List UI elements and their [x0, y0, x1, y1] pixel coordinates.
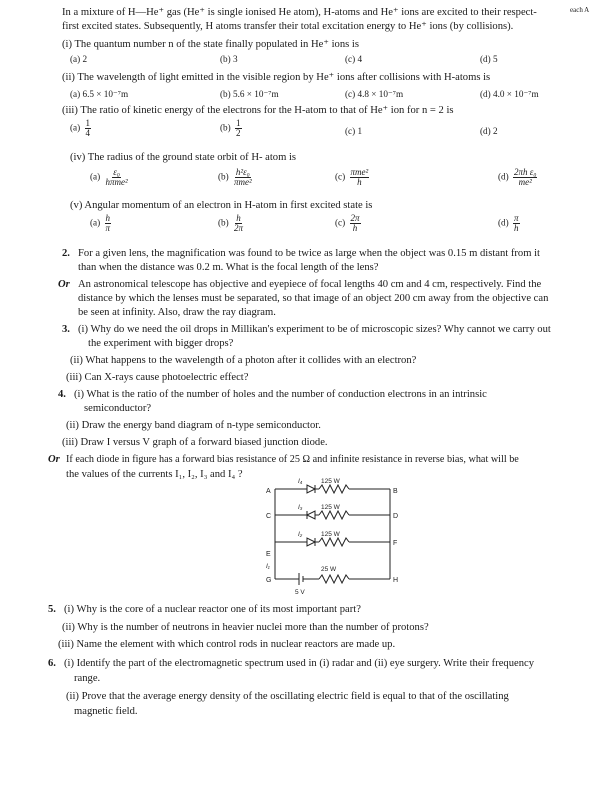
- q4-or-line-2: the values of the currents I₁, I₂, I₃ and I₄ ?: [66, 469, 243, 480]
- option-label: (a): [90, 217, 101, 228]
- q3-line-2: the experiment with bigger drops?: [88, 338, 234, 349]
- q1-v-option-c: [335, 214, 361, 233]
- battery-branch-gh: [293, 573, 390, 585]
- q3-line-3: (ii) What happens to the wavelength of a photon after it collides with an electron?: [70, 355, 417, 366]
- fraction-denominator: hπme²: [105, 177, 128, 187]
- q4-or-line-1: If each diode in figure has a forward bias resistance of 25 Ω and infinite resistance in reverse bias, what will be: [66, 454, 519, 465]
- fraction: [233, 214, 244, 233]
- option-label: (b): [218, 217, 229, 228]
- q1-ii-option-a: (a) 6.5 × 10⁻⁷m: [70, 89, 129, 99]
- fraction-numerator: 1: [85, 118, 90, 128]
- fraction-denominator: 4: [85, 128, 90, 138]
- q1-iii-option-c: (c) 1: [345, 126, 363, 136]
- q5-line-3: (iii) Name the element with which control rods in nuclear reactors are made up.: [58, 639, 396, 650]
- q1-ii-option-b: (b) 5.6 × 10⁻⁷m: [220, 89, 279, 99]
- current-label-i4: I₄: [298, 478, 303, 485]
- q4-line-3: (ii) Draw the energy band diagram of n-type semiconductor.: [66, 420, 321, 431]
- q2-or-line-3: be seen at infinity. Also, draw the ray diagram.: [78, 307, 276, 318]
- q2-line-1: For a given lens, the magnification was found to be twice as large when the object was 0.15 m distant from it: [78, 248, 540, 259]
- q4-line-1: (i) What is the ratio of the number of holes and the number of conduction electrons in an intrinsic: [74, 389, 487, 400]
- corner-fragment: each A: [570, 6, 590, 14]
- diode-branch-ab: [293, 485, 390, 493]
- q1-iv-option-d: [498, 168, 537, 187]
- fraction: [350, 168, 370, 187]
- fraction-numerator: 2π: [350, 213, 360, 223]
- current-label-i2: I₂: [298, 531, 303, 538]
- fraction: [513, 214, 520, 233]
- q1-i-option-d: (d) 5: [480, 54, 498, 64]
- q1-ii-option-c: (c) 4.8 × 10⁻⁷m: [345, 89, 404, 99]
- q3-line-1: (i) Why do we need the oil drops in Millikan's experiment to be of microscopic sizes? Why cannot we carry out: [78, 324, 551, 335]
- diode-circuit-diagram: [255, 478, 415, 596]
- q2-or-line-1: An astronomical telescope has objective and eyepiece of focal lengths 40 cm and 4 cm, respectively. Find the: [78, 279, 542, 290]
- q5-line-1: (i) Why is the core of a nuclear reactor one of its most important part?: [64, 604, 361, 615]
- fraction-denominator: me²: [518, 177, 532, 187]
- q6-line-2: range.: [74, 673, 101, 684]
- q1-v-option-b: [218, 214, 244, 233]
- q6-line-1: (i) Identify the part of the electromagnetic spectrum used in (i) radar and (ii) eye surgery. Write their frequency: [64, 658, 535, 669]
- node-label-b: B: [393, 488, 398, 495]
- q2-number: 2.: [62, 248, 70, 259]
- node-label-c: C: [266, 513, 272, 520]
- q1-stem-line-2: first excited states. Subsequently, H atoms transfer their total excitation energy to He⁺ ions (by collisions).: [62, 21, 514, 32]
- resistor-label-1: 125 W: [321, 478, 340, 485]
- q2-or-line-2: distance by which the lenses must be separated, so that image of an object 200 cm away from the objective can: [78, 293, 549, 304]
- option-label: (b): [218, 171, 229, 182]
- option-label: (d): [498, 217, 509, 228]
- q1-iii-option-b: [220, 119, 242, 138]
- q1-iv-option-a: [90, 168, 129, 187]
- battery-label: 5 V: [295, 589, 305, 596]
- fraction-numerator: h²ε₀: [235, 167, 250, 177]
- fraction-numerator: πme²: [350, 167, 369, 177]
- q1-part-ii: (ii) The wavelength of light emitted in the visible region by He⁺ ions after collisions with H-atoms is: [62, 72, 491, 83]
- resistor-label-3: 125 W: [321, 531, 340, 538]
- current-label-i1: I₁: [266, 563, 270, 570]
- q1-i-option-a: (a) 2: [70, 54, 88, 64]
- q5-number: 5.: [48, 604, 56, 615]
- fraction: [233, 168, 253, 187]
- fraction-denominator: π: [105, 223, 111, 233]
- current-label-i3: I₃: [298, 504, 303, 511]
- node-label-f: F: [393, 540, 398, 547]
- fraction: [105, 214, 112, 233]
- q4-line-4: (iii) Draw I versus V graph of a forward biased junction diode.: [62, 437, 328, 448]
- diode-branch-ef: [293, 538, 390, 546]
- fraction-numerator: ε₀: [113, 167, 120, 177]
- q1-ii-option-d: (d) 4.0 × 10⁻⁷m: [480, 89, 539, 99]
- fraction-denominator: h: [357, 177, 362, 187]
- option-label: (d): [498, 171, 509, 182]
- q6-line-4: magnetic field.: [74, 706, 138, 717]
- fraction-numerator: 2πh ε₀: [514, 167, 537, 177]
- q1-v-option-d: [498, 214, 520, 233]
- q1-iii-option-d: (d) 2: [480, 126, 498, 136]
- q1-iv-option-b: [218, 168, 253, 187]
- node-label-d: D: [393, 513, 399, 520]
- fraction: [350, 214, 361, 233]
- fraction: [85, 119, 92, 138]
- q6-number: 6.: [48, 658, 56, 669]
- option-label: (b): [220, 122, 231, 133]
- q1-part-v: (v) Angular momentum of an electron in H-atom in first excited state is: [70, 200, 373, 211]
- fraction-denominator: 2π: [234, 223, 244, 233]
- q2-or-label: Or: [58, 279, 70, 290]
- fraction-denominator: 2: [236, 128, 241, 138]
- fraction-denominator: h: [352, 223, 358, 233]
- q3-number: 3.: [62, 324, 70, 335]
- q1-v-option-a: [90, 214, 111, 233]
- fraction-denominator: h: [514, 223, 519, 233]
- q1-iii-option-a: [70, 119, 91, 138]
- node-label-g: G: [266, 577, 272, 584]
- node-label-a: A: [266, 488, 271, 495]
- q1-stem-line-1: In a mixture of H—He⁺ gas (He⁺ is single ionised He atom), H-atoms and He⁺ ions are excited to their respect-: [62, 7, 537, 18]
- option-label: (c): [335, 171, 346, 182]
- fraction-numerator: 1: [236, 118, 241, 128]
- q1-i-option-b: (b) 3: [220, 54, 238, 64]
- q2-line-2: than when the distance was 0.2 m. What is the focal length of the lens?: [78, 262, 379, 273]
- q4-or-label: Or: [48, 454, 60, 465]
- option-label: (c): [335, 217, 346, 228]
- node-label-e: E: [266, 551, 271, 558]
- resistor-label-2: 125 W: [321, 504, 340, 511]
- option-label: (a): [70, 122, 81, 133]
- q6-line-3: (ii) Prove that the average energy density of the oscillating electric field is equal to that of the oscillating: [66, 691, 509, 702]
- diode-branch-cd: [293, 511, 390, 519]
- resistor-label-4: 25 W: [321, 566, 337, 573]
- q5-line-2: (ii) Why is the number of neutrons in heavier nuclei more than the number of protons?: [62, 622, 429, 633]
- fraction-numerator: h: [105, 213, 110, 223]
- q1-part-iv: (iv) The radius of the ground state orbit of H- atom is: [70, 152, 297, 163]
- q1-part-i: (i) The quantum number n of the state finally populated in He⁺ ions is: [62, 39, 359, 50]
- fraction-numerator: h: [236, 213, 241, 223]
- fraction-numerator: π: [514, 213, 519, 223]
- q4-number: 4.: [58, 389, 66, 400]
- q4-line-2: semiconductor?: [84, 403, 152, 414]
- fraction: [105, 168, 129, 187]
- q3-line-4: (iii) Can X-rays cause photoelectric effect?: [66, 372, 249, 383]
- fraction: [235, 119, 242, 138]
- fraction-denominator: πme²: [234, 177, 252, 187]
- fraction: [513, 168, 537, 187]
- q1-i-option-c: (c) 4: [345, 54, 363, 64]
- q1-iv-option-c: [335, 168, 369, 187]
- q1-part-iii: (iii) The ratio of kinetic energy of the electrons for the H-atom to that of He⁺ ion for n = 2 is: [62, 105, 454, 116]
- node-label-h: H: [393, 577, 399, 584]
- option-label: (a): [90, 171, 101, 182]
